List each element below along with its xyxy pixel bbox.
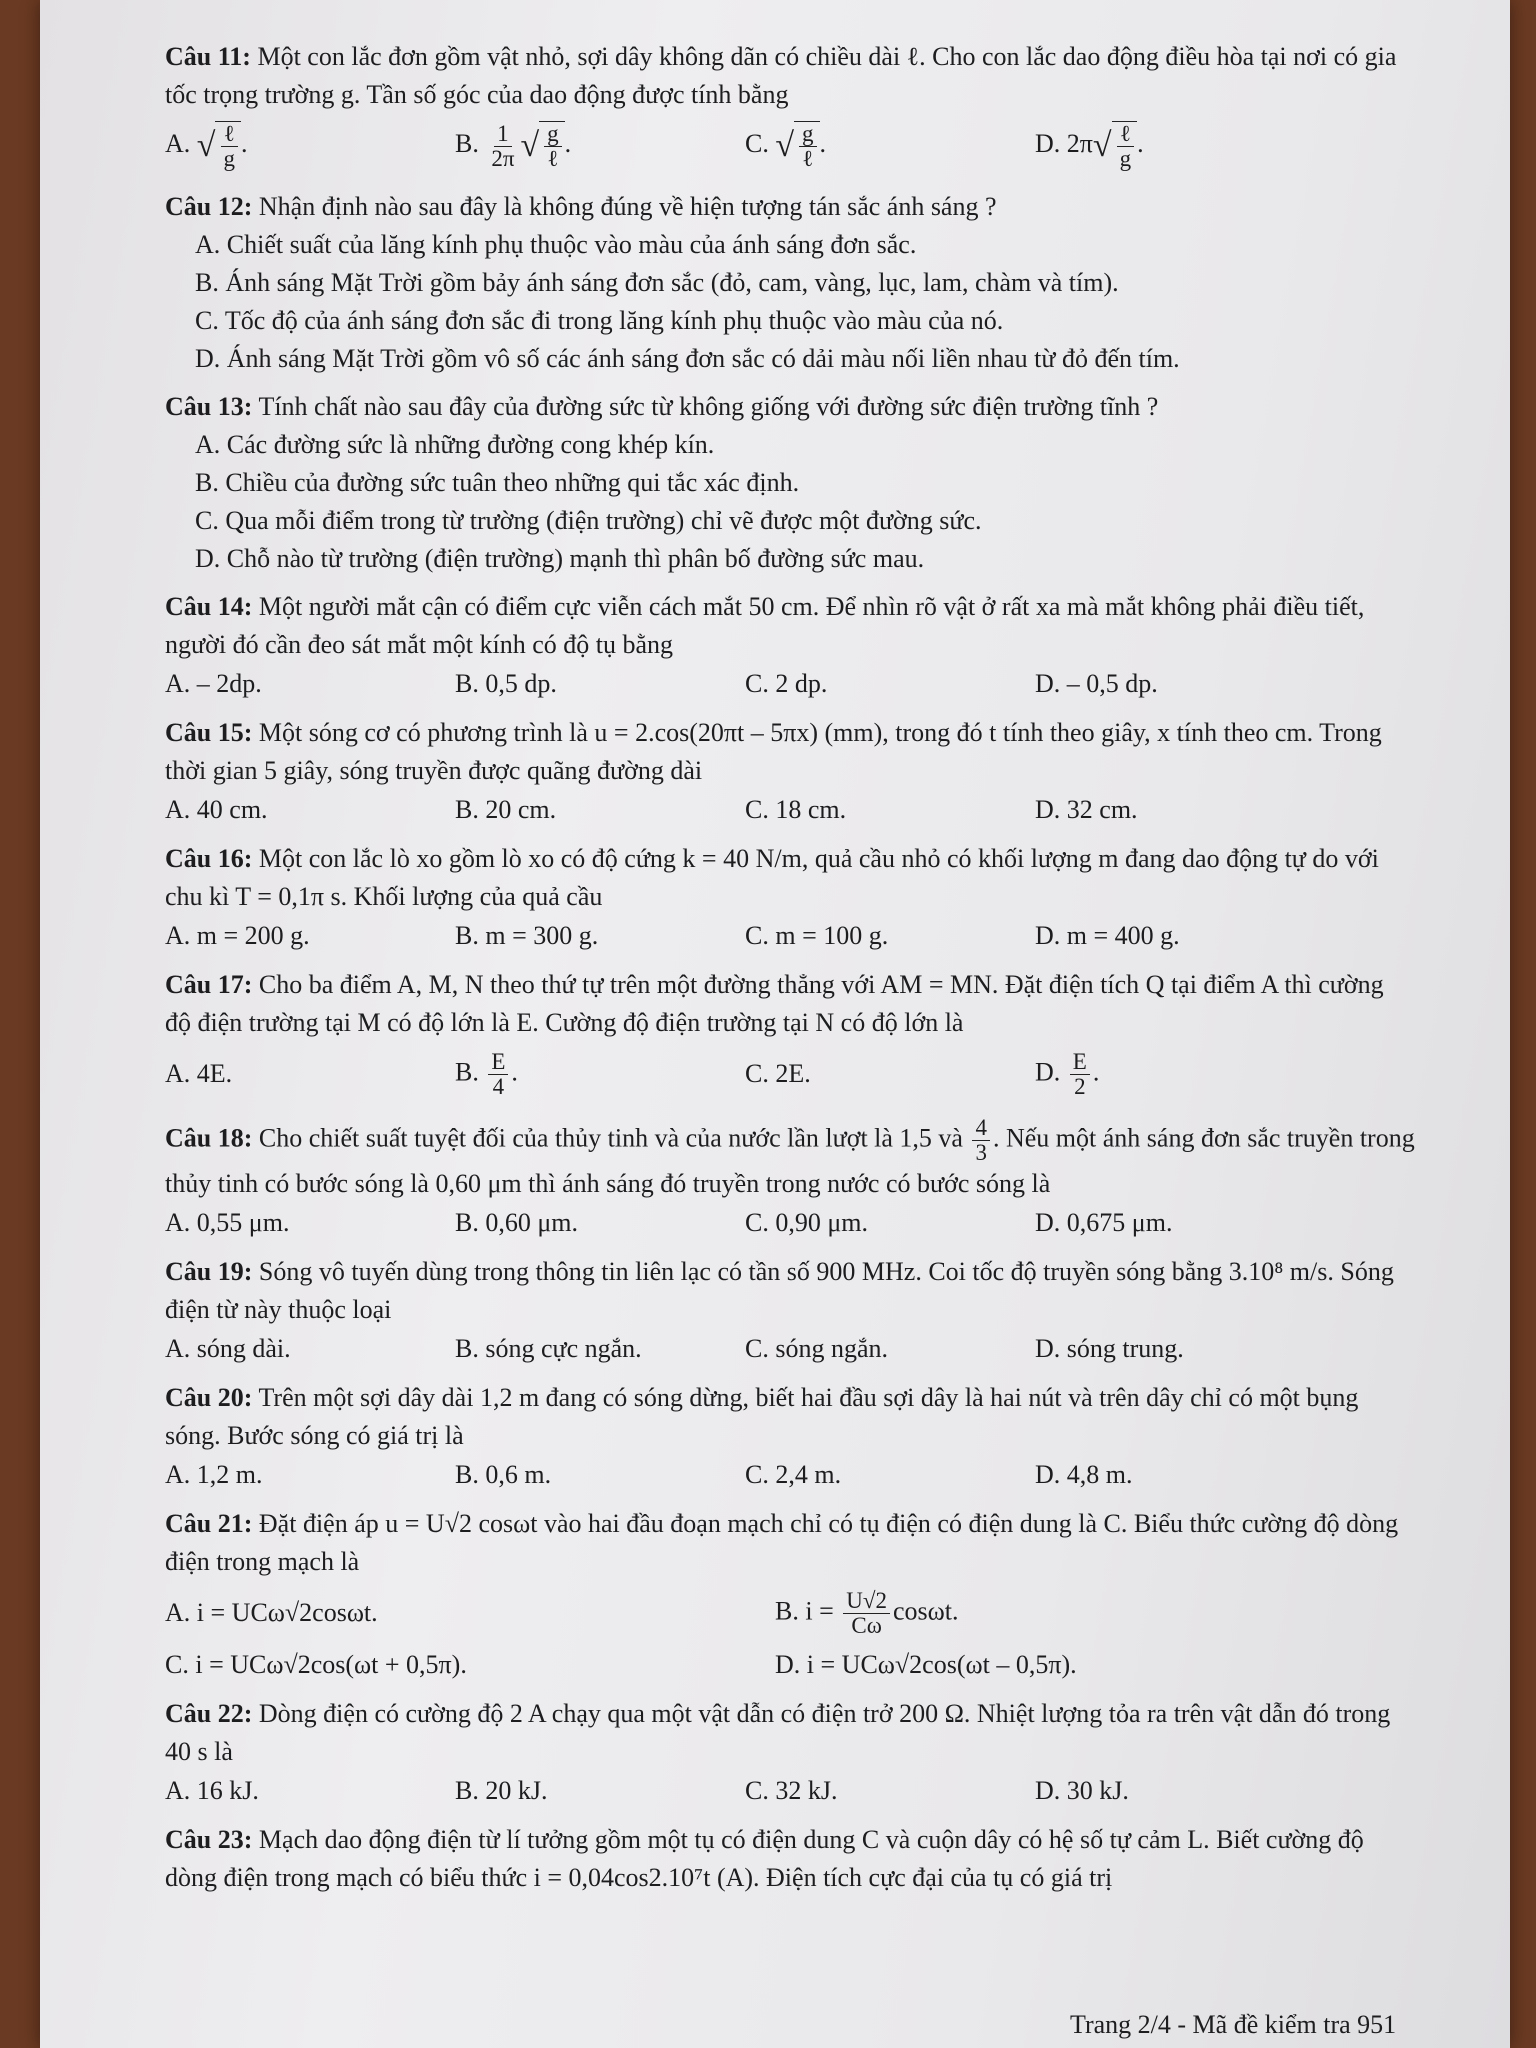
options-row	[165, 1042, 1415, 1106]
option-d: D. 32 cm.	[1035, 795, 1138, 824]
options-row	[165, 1771, 1415, 1811]
option-c: C. Tốc độ của ánh sáng đơn sắc đi trong lăng kính phụ thuộc vào màu của nó.	[195, 306, 1004, 335]
question-stem: Câu 21: Đặt điện áp u = U√2 cosωt vào hai đầu đoạn mạch chỉ có tụ điện có điện dung là C. Biểu thức cường độ dòng điện trong mạch là	[165, 1509, 1399, 1576]
option-b: B. Ánh sáng Mặt Trời gồm bảy ánh sáng đơn sắc (đỏ, cam, vàng, lục, lam, chàm và tím).	[195, 268, 1119, 297]
option-c: C. √ $\frac{g}{\text{ℓ}}$ .	[745, 121, 827, 171]
option-a: A. 4E.	[165, 1059, 233, 1088]
question-stem: Câu 22: Dòng điện có cường độ 2 A chạy qua một vật dẫn có điện trở 200 Ω. Nhiệt lượng tỏa ra trên vật dẫn đó trong 40 s là	[165, 1699, 1391, 1766]
question-20	[165, 1379, 1415, 1495]
question-stem: Câu 17: Cho ba điểm A, M, N theo thứ tự trên một đường thẳng với AM = MN. Đặt điện tích Q tại điểm A thì cường độ điện trường tại M có độ lớn là E. Cường độ điện trường tại N có độ lớn là	[165, 970, 1384, 1037]
question-stem: Câu 18: Cho chiết suất tuyệt đối của thủy tinh và của nước lần lượt là 1,5 và $\frac{4}{3}$ . Nếu một ánh sáng đơn sắc truyền trong thủy tinh có bước sóng là 0,60 μm thì ánh sáng đó truyền trong nước có bước sóng là	[165, 1115, 1415, 1198]
option-d: D. 2π √ $\frac{\text{ℓ}}{g}$ .	[1035, 121, 1144, 171]
option-b: B. 0,6 m.	[455, 1460, 552, 1489]
option-d: D. $\frac{E}{2}$ .	[1035, 1048, 1100, 1099]
options-row	[165, 1581, 1415, 1645]
question-stem: Câu 15: Một sóng cơ có phương trình là u = 2.cos(20πt – 5πx) (mm), trong đó t tính theo giây, x tính theo cm. Trong thời gian 5 giây, sóng truyền được quãng đường dài	[165, 718, 1382, 785]
option-d: D. 0,675 μm.	[1035, 1208, 1173, 1237]
page-footer: Trang 2/4 - Mã đề kiểm tra 951	[1070, 2010, 1397, 2039]
option-b: B. Chiều của đường sức tuân theo những qui tắc xác định.	[195, 468, 800, 497]
question-stem: Câu 14: Một người mắt cận có điểm cực viễn cách mắt 50 cm. Để nhìn rõ vật ở rất xa mà mắt không phải điều tiết, người đó cần đeo sát mắt một kính có độ tụ bằng	[165, 592, 1365, 659]
question-23	[165, 1821, 1415, 1897]
option-d: D. sóng trung.	[1035, 1334, 1184, 1363]
option-d: D. Chỗ nào từ trường (điện trường) mạnh thì phân bố đường sức mau.	[195, 544, 925, 573]
option-a: A. 0,55 μm.	[165, 1208, 290, 1237]
option-d: D. 30 kJ.	[1035, 1776, 1129, 1805]
question-stem: Câu 20: Trên một sợi dây dài 1,2 m đang có sóng dừng, biết hai đầu sợi dây là hai nút và trên dây chỉ có một bụng sóng. Bước sóng có giá trị là	[165, 1383, 1359, 1450]
option-b: B. m = 300 g.	[455, 921, 599, 950]
options-row	[165, 790, 1415, 830]
option-a: A. Các đường sức là những đường cong khép kín.	[195, 430, 715, 459]
option-a: A. Chiết suất của lăng kính phụ thuộc vào màu của ánh sáng đơn sắc.	[195, 230, 917, 259]
question-13	[165, 388, 1415, 578]
option-b: B. $\frac{E}{4}$ .	[455, 1048, 518, 1099]
options-row	[165, 1203, 1415, 1243]
options-list	[165, 426, 1415, 578]
question-stem: Câu 11: Một con lắc đơn gồm vật nhỏ, sợi dây không dãn có chiều dài ℓ. Cho con lắc dao động điều hòa tại nơi có gia tốc trọng trường g. Tần số góc của dao động được tính bằng	[165, 42, 1397, 109]
option-b: B. 20 cm.	[455, 795, 557, 824]
page-content	[165, 38, 1415, 1907]
option-c: C. sóng ngắn.	[745, 1334, 888, 1363]
option-a: A. 1,2 m.	[165, 1460, 263, 1489]
question-stem: Câu 12: Nhận định nào sau đây là không đúng về hiện tượng tán sắc ánh sáng ?	[165, 192, 997, 221]
option-c: C. 0,90 μm.	[745, 1208, 869, 1237]
option-c: C. 32 kJ.	[745, 1776, 838, 1805]
question-11	[165, 38, 1415, 178]
question-14	[165, 588, 1415, 704]
exam-page	[40, 0, 1510, 2048]
option-c: C. Qua mỗi điểm trong từ trường (điện trường) chỉ vẽ được một đường sức.	[195, 506, 982, 535]
question-stem: Câu 19: Sóng vô tuyến dùng trong thông tin liên lạc có tần số 900 MHz. Coi tốc độ truyền sóng bằng 3.10⁸ m/s. Sóng điện từ này thuộc loại	[165, 1257, 1394, 1324]
option-d: D. Ánh sáng Mặt Trời gồm vô số các ánh sáng đơn sắc có dải màu nối liền nhau từ đỏ đến tím.	[195, 344, 1180, 373]
option-a: A. 40 cm.	[165, 795, 268, 824]
option-d: D. – 0,5 dp.	[1035, 669, 1158, 698]
option-a: A. m = 200 g.	[165, 921, 310, 950]
question-17	[165, 966, 1415, 1106]
option-b: B. i = $\frac{U√2}{C\omega}$ cosωt.	[775, 1587, 959, 1638]
options-row	[165, 1645, 1415, 1685]
option-b: B. 20 kJ.	[455, 1776, 548, 1805]
question-19	[165, 1253, 1415, 1369]
option-b: B. 0,5 dp.	[455, 669, 557, 698]
option-d: D. 4,8 m.	[1035, 1460, 1133, 1489]
question-stem: Câu 16: Một con lắc lò xo gồm lò xo có độ cứng k = 40 N/m, quả cầu nhỏ có khối lượng m đang dao động tự do với chu kì T = 0,1π s. Khối lượng của quả cầu	[165, 844, 1379, 911]
option-a: A. √ $\frac{\text{ℓ}}{g}$ .	[165, 121, 248, 171]
question-18	[165, 1116, 1415, 1243]
options-row	[165, 114, 1415, 178]
options-row	[165, 1455, 1415, 1495]
question-15	[165, 714, 1415, 830]
option-a: A. sóng dài.	[165, 1334, 291, 1363]
option-a: A. – 2dp.	[165, 669, 262, 698]
question-stem: Câu 23: Mạch dao động điện từ lí tưởng gồm một tụ có điện dung C và cuộn dây có hệ số tự cảm L. Biết cường độ dòng điện trong mạch có biểu thức i = 0,04cos2.10⁷t (A). Điện tích cực đại của tụ có giá trị	[165, 1825, 1364, 1892]
option-c: C. 2E.	[745, 1059, 811, 1088]
question-22	[165, 1695, 1415, 1811]
option-b: B. $\frac{1}{2\pi}$ √ $\frac{g}{\text{ℓ}}$ .	[455, 120, 572, 171]
options-row	[165, 1329, 1415, 1369]
option-c: C. m = 100 g.	[745, 921, 889, 950]
option-d: D. m = 400 g.	[1035, 921, 1180, 950]
question-stem: Câu 13: Tính chất nào sau đây của đường sức từ không giống với đường sức điện trường tĩnh ?	[165, 392, 1159, 421]
option-c: C. 2 dp.	[745, 669, 828, 698]
option-a: A. 16 kJ.	[165, 1776, 259, 1805]
option-a: A. i = UCω√2cosωt.	[165, 1598, 378, 1627]
options-list	[165, 226, 1415, 378]
question-21	[165, 1505, 1415, 1685]
option-c: C. 2,4 m.	[745, 1460, 842, 1489]
option-d: D. i = UCω√2cos(ωt – 0,5π).	[775, 1650, 1077, 1679]
option-c: C. 18 cm.	[745, 795, 847, 824]
options-row	[165, 664, 1415, 704]
option-c: C. i = UCω√2cos(ωt + 0,5π).	[165, 1650, 467, 1679]
options-row	[165, 916, 1415, 956]
option-b: B. sóng cực ngắn.	[455, 1334, 642, 1363]
option-b: B. 0,60 μm.	[455, 1208, 579, 1237]
question-12	[165, 188, 1415, 378]
question-16	[165, 840, 1415, 956]
